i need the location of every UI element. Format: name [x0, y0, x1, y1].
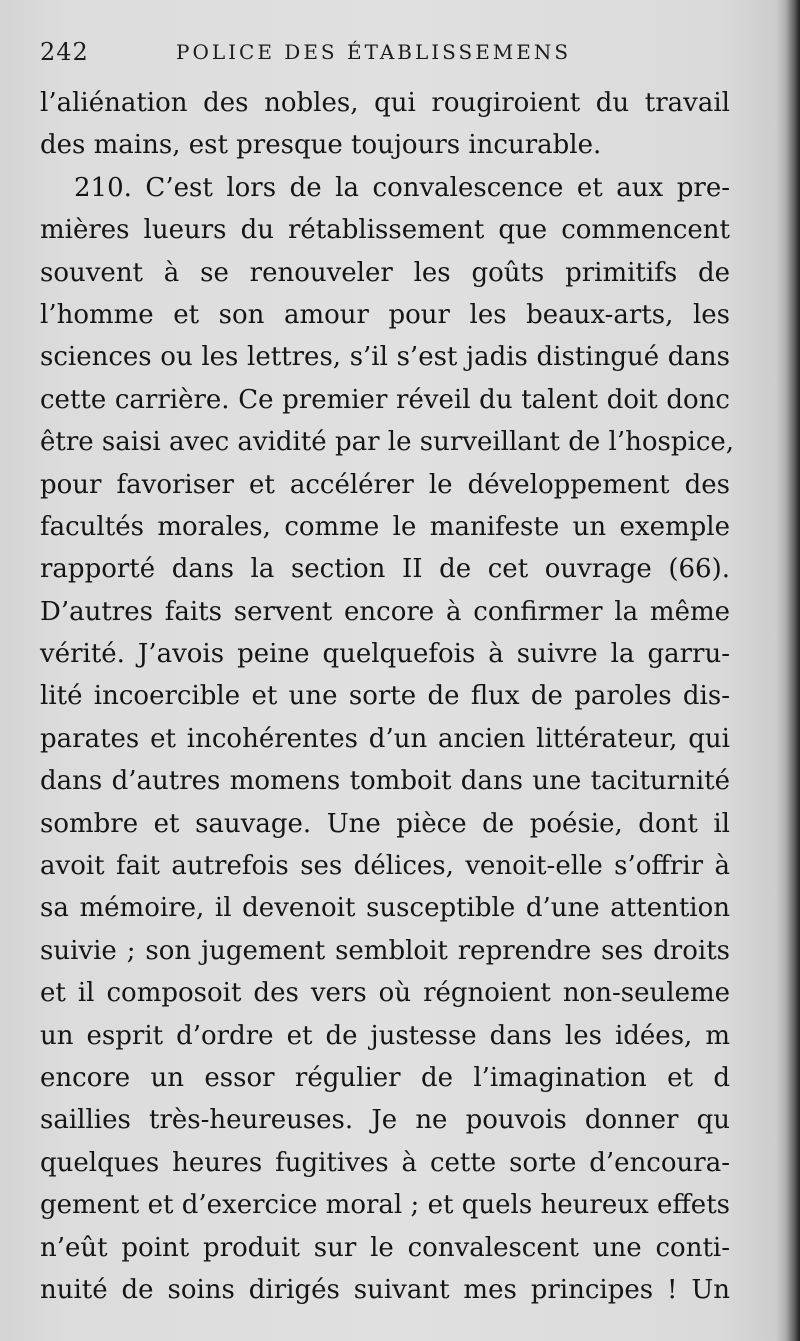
text-line: parates et incohérentes d’un ancien littérateur, qui [40, 723, 730, 754]
text-line: avoit fait autrefois ses délices, venoit-elle s’offrir à [40, 851, 730, 882]
text-line: encore un essor régulier de l’imagination et d [40, 1062, 730, 1093]
text-line: n’eût point produit sur le convalescent une conti- [40, 1232, 730, 1263]
text-line: 210. C’est lors de la convalescence et aux pre- [74, 172, 730, 203]
text-line: un esprit d’ordre et de justesse dans les idées, m [40, 1020, 730, 1051]
text-line: sombre et sauvage. Une pièce de poésie, dont il [40, 808, 730, 839]
text-line: l’aliénation des nobles, qui rougiroient du travail [40, 88, 730, 118]
text-line: nuité de soins dirigés suivant mes principes ! Un [40, 1274, 730, 1305]
text-line: lité incoercible et une sorte de flux de paroles dis- [40, 681, 730, 712]
text-line: suivie ; son jugement sembloit reprendre ses droits [40, 935, 730, 966]
body-text [40, 82, 735, 1311]
text-line: saillies très-heureuses. Je ne pouvois donner qu [40, 1105, 730, 1136]
text-line: rapporté dans la section II de cet ouvrage (66). [40, 554, 730, 585]
text-line: vérité. J’avois peine quelquefois à suivre la garru- [40, 639, 730, 670]
text-line: pour favoriser et accélérer le développement des [40, 469, 730, 500]
text-line: quelques heures fugitives à cette sorte d’encoura- [40, 1147, 730, 1178]
text-line: dans d’autres momens tomboit dans une taciturnité [40, 766, 730, 797]
text-line: l’homme et son amour pour les beaux-arts, les [40, 299, 730, 330]
text-line: D’autres faits servent encore à confirmer la même [40, 596, 730, 627]
running-head: POLICE DES ÉTABLISSEMENS [176, 40, 572, 64]
text-line: gement et d’exercice moral ; et quels heureux effets [40, 1190, 730, 1221]
text-line: des mains, est presque toujours incurable. [40, 130, 602, 161]
text-line: sa mémoire, il devenoit susceptible d’une attention [40, 893, 730, 924]
text-line: mières lueurs du rétablissement que commencent [40, 215, 730, 246]
page-header [40, 38, 760, 68]
text-line: cette carrière. Ce premier réveil du talent doit donc [40, 384, 730, 415]
page-edge-shadow [786, 0, 800, 1341]
text-line: sciences ou les lettres, s’il s’est jadis distingué dans [40, 342, 730, 373]
text-line: et il composoit des vers où régnoient non-seuleme [40, 978, 730, 1009]
page-number: 242 [40, 38, 89, 66]
text-line: être saisi avec avidité par le surveillant de l’hospice, [40, 427, 735, 458]
text-line: souvent à se renouveler les goûts primitifs de [40, 257, 730, 288]
text-line: facultés morales, comme le manifeste un exemple [40, 511, 730, 542]
